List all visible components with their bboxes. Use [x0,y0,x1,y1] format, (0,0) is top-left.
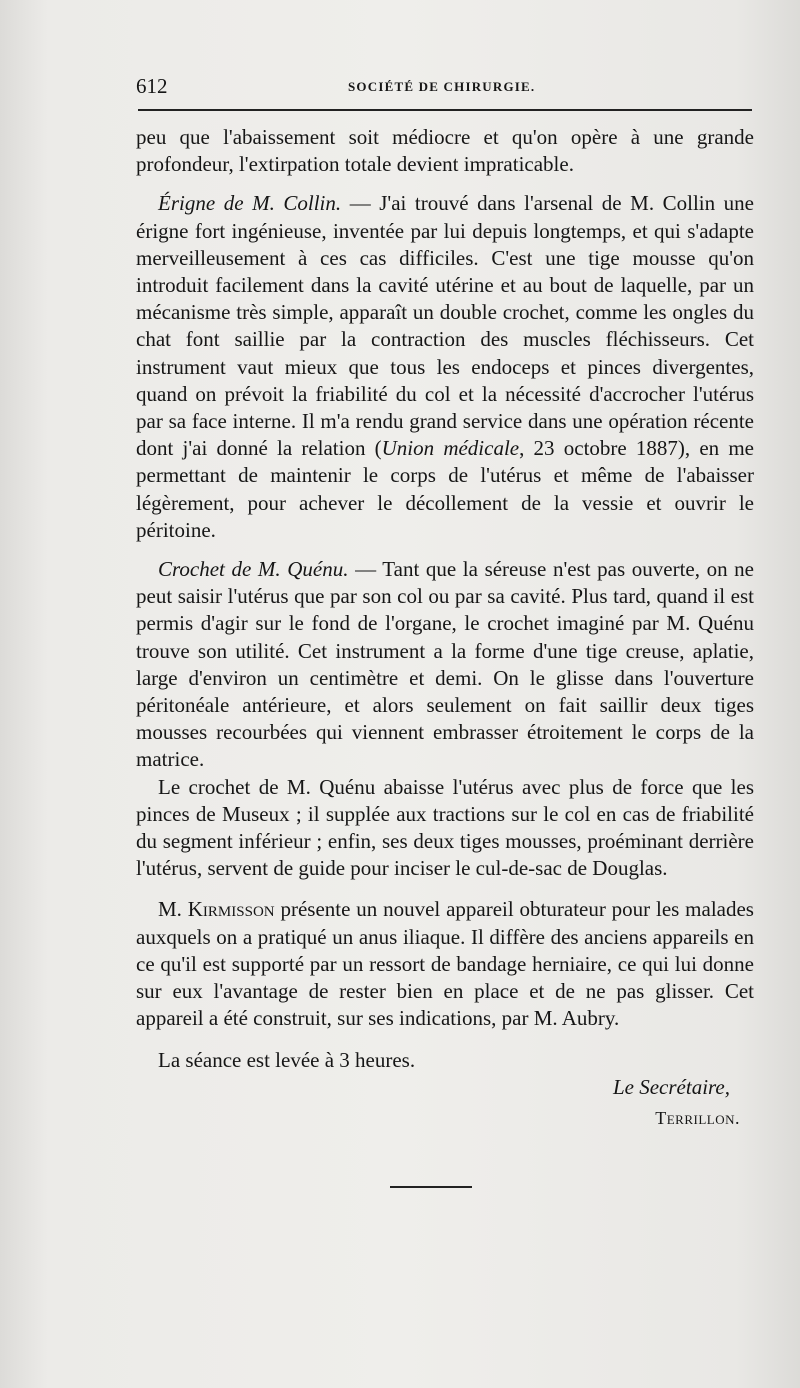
paragraph-text: présente un nouvel appareil obturateur pour les malades auxquels on a pratiqué un anus iliaque. Il diffère des anciens appareils en ce qu'il est supporté par un ressort de bandage herniaire, ce qui lui donne sur eux l'avantage de rester bien en place et de ne pas glisser. Cet appareil a été construit, sur ses indications, par M. Aubry. [136,897,754,1031]
signature-role: Le Secrétaire, [612,1074,730,1099]
paragraph-continuation [136,124,754,178]
author-name-kirmisson: Kirmisson [187,897,275,922]
citation-union-medicale: Union médicale [381,436,520,461]
end-rule [390,1186,472,1188]
section-lead-crochet: Crochet de M. Quénu. [158,557,349,582]
body-text [136,124,754,1132]
paragraph-text: , 23 octobre 1887), en me permettant de maintenir le corps de l'utérus et même de l'abaisser légèrement, pour achever le décollement de la vessie et ouvrir le péritoine. [136,436,754,542]
page-header [136,72,756,102]
paragraph-text: — J'ai trouvé dans l'arsenal de M. Collin une érigne fort ingénieuse, inventée par lui depuis longtemps, et qui s'adapte merveilleusement à ces cas difficiles. C'est une tige mousse qu'on introduit facilement dans la cavité utérine et au bout de laquelle, par un mécanisme très simple, apparaît un double crochet, comme les ongles du chat font saillie par la contraction des muscles fléchisseurs. Cet instrument vaut mieux que tous les endoceps et pinces divergentes, quand on prévoit la friabilité du col et la nécessité d'accrocher l'utérus par sa face interne. Il m'a rendu grand service dans une opération récente dont j'ai donné la relation ( [136,191,754,461]
header-rule [138,109,752,111]
paragraph-text: M. [158,897,188,922]
page-number: 612 [136,74,168,98]
paragraph-closing [136,1047,754,1074]
paragraph-crochet-quenu [136,556,754,774]
section-lead-erigne: Érigne de M. Collin. [158,191,342,216]
paragraph-text: Le crochet de M. Quénu abaisse l'utérus avec plus de force que les pinces de Museux ; il supplée aux tractions sur le col en cas de friabilité du segment inférieur ; enfin, ses deux tiges mousses, proéminant derrière l'utérus, servent de guide pour inciser le cul-de-sac de Douglas. [136,774,754,881]
running-title: SOCIÉTÉ DE CHIRURGIE. [348,79,536,94]
paragraph-erigne-collin [136,190,754,544]
paragraph-text: La séance est levée à 3 heures. [158,1047,416,1072]
paragraph-text: peu que l'abaissement soit médiocre et qu'on opère à une grande profondeur, l'extirpation totale devient impraticable. [136,125,754,177]
paragraph-kirmisson [136,896,754,1032]
paragraph-text: — Tant que la séreuse n'est pas ouverte, on ne peut saisir l'utérus que par son col ou par sa cavité. Plus tard, quand il est permis d'agir sur le fond de l'organe, le crochet imaginé par M. Quénu trouve son utilité. Cet instrument a la forme d'une tige creuse, aplatie, large d'environ un centimètre et demi. On le glisse dans l'ouverture péritonéale antérieure, et alors seulement on fait saillir deux tiges mousses recourbées qui viennent embrasser étroitement le corps de la matrice. [136,557,754,772]
signature-name: Terrillon. [655,1107,740,1128]
paragraph-quenu-effects [136,774,754,883]
